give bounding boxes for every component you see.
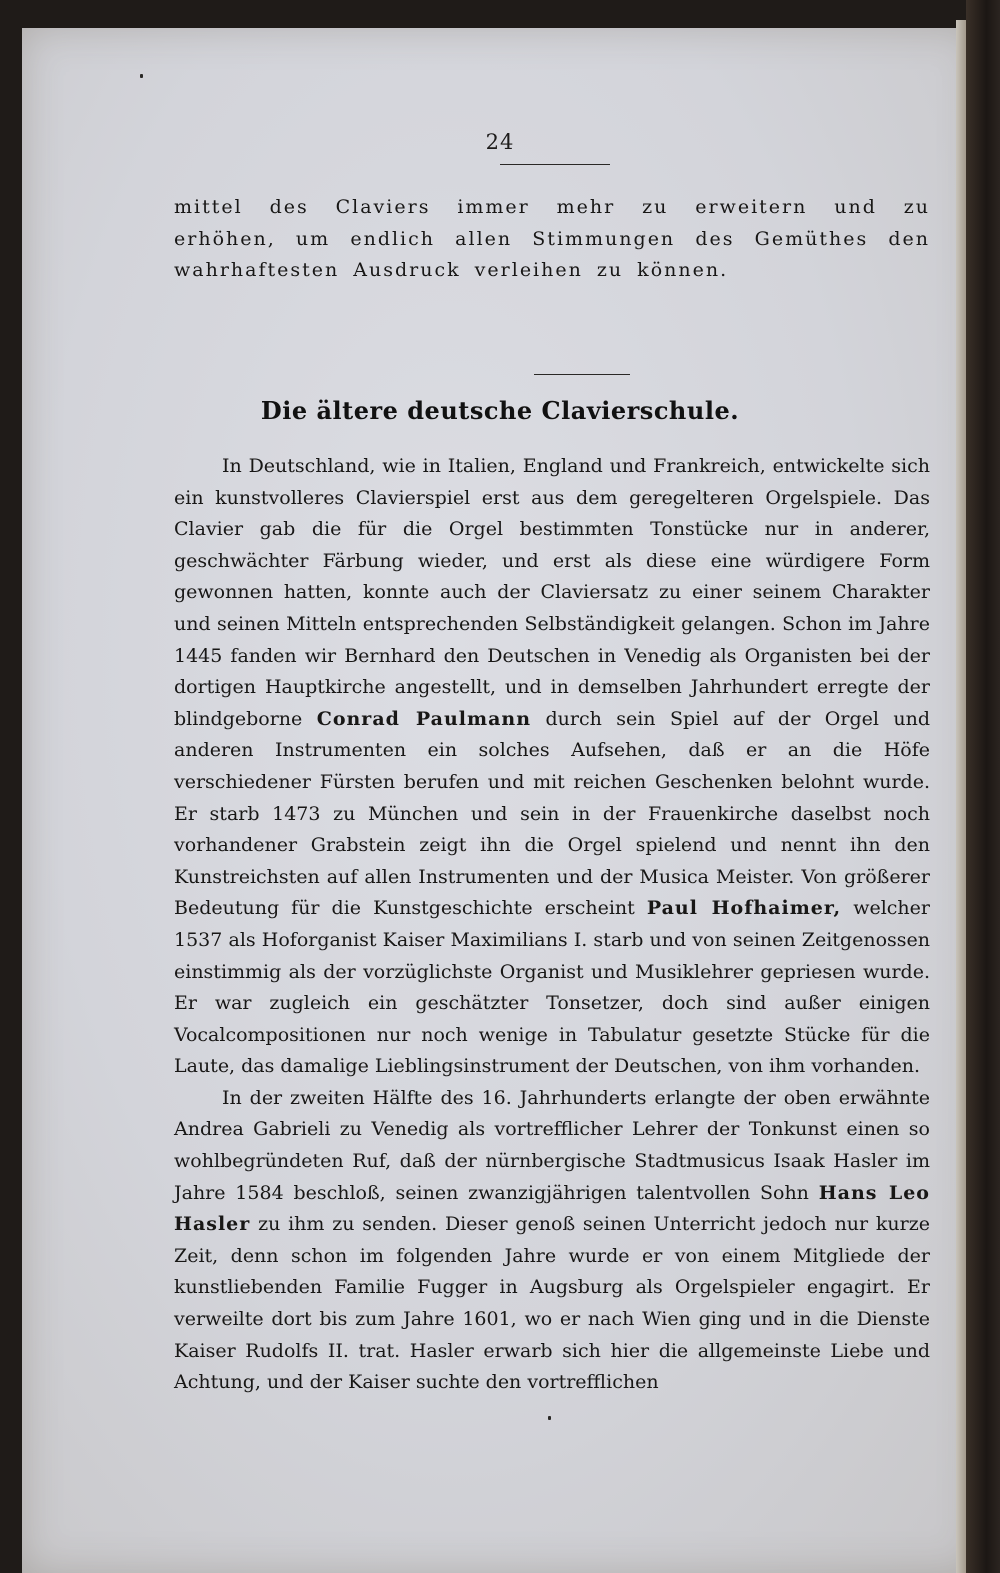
header-rule: [500, 164, 610, 165]
section-heading: Die ältere deutsche Clavierschule.: [260, 396, 740, 425]
intro-paragraph: mittel des Claviers immer mehr zu erweitern und zu erhöhen, um endlich allen Stimmungen des Gemüthes den wahrhaftesten Ausdruck verleihen zu können.: [174, 196, 930, 282]
name-paul-hofhaimer: Paul Hofhaimer,: [646, 897, 842, 920]
scan-speck: [548, 1416, 551, 1420]
page-number: 24: [485, 130, 515, 154]
book-page: [22, 28, 978, 1573]
page-edge: [956, 20, 966, 1573]
paragraph-2: In der zweiten Hälfte des 16. Jahrhunderts erlangte der oben erwähnte Andrea Gabrieli zu Venedig als vortrefflicher Lehrer der Tonkunst einen so wohlbegründeten Ruf, daß der nürnbergische Stadtmusicus Isaak Hasler im Jahre 1584 beschloß, seinen zwanzigjährigen talentvollen Sohn Hans Leo Hasler zu ihm zu senden. Dieser genoß seinen Unterricht jedoch nur kurze Zeit, denn schon im folgenden Jahre wurde er von einem Mitgliede der kunstliebenden Familie Fugger in Augsburg als Orgelspieler engagirt. Er verweilte dort bis zum Jahre 1601, wo er nach Wien ging und in die Dienste Kaiser Rudolfs II. trat. Hasler erwarb sich hier die allgemeinste Liebe und Achtung, und der Kaiser suchte den vortrefflichen: [174, 1086, 930, 1394]
name-hans-leo-hasler: Hans Leo Hasler: [174, 1181, 930, 1236]
scan-speck: [140, 74, 143, 78]
name-conrad-paulmann: Conrad Paulmann: [316, 707, 532, 730]
paragraph-1: In Deutschland, wie in Italien, England und Frankreich, entwickelte sich ein kunstvolleres Clavierspiel erst aus dem geregelteren Orgelspiele. Das Clavier gab die für die Orgel bestimmten Tonstücke nur in anderer, geschwächter Färbung wieder, und erst als diese eine würdigere Form gewonnen hatten, konnte auch der Claviersatz zu einer seinem Charakter und seinen Mitteln entsprechenden Selbständigkeit gelangen. Schon im Jahre 1445 fanden wir Bernhard den Deutschen in Venedig als Organisten bei der dortigen Hauptkirche angestellt, und in demselben Jahrhundert erregte der blindgeborne Conrad Paulmann durch sein Spiel auf der Orgel und anderen Instrumenten ein solches Aufsehen, daß er an die Höfe verschiedener Fürsten berufen und mit reichen Geschenken belohnt wurde. Er starb 1473 zu München und sein in der Frauenkirche daselbst noch vorhandener Grabstein zeigt ihn die Orgel spielend und nennt ihn den Kunstreichsten auf allen Instrumenten und der Musica Meister. Von größerer Bedeutung für die Kunstgeschichte erscheint Paul Hofhaimer, welcher 1537 als Hoforganist Kaiser Maximilians I. starb und von seinen Zeitgenossen einstimmig als der vorzüglichste Organist und Musiklehrer gepriesen wurde. Er war zugleich ein geschätzter Tonsetzer, doch sind außer einigen Vocalcompositionen nur noch wenige in Tabulatur gesetzte Stücke für die Laute, das damalige Lieblingsinstrument der Deutschen, von ihm vorhanden.: [174, 455, 930, 1078]
section-rule: [534, 374, 630, 375]
book-spine: [966, 0, 1000, 1573]
body-text: [174, 451, 930, 1399]
